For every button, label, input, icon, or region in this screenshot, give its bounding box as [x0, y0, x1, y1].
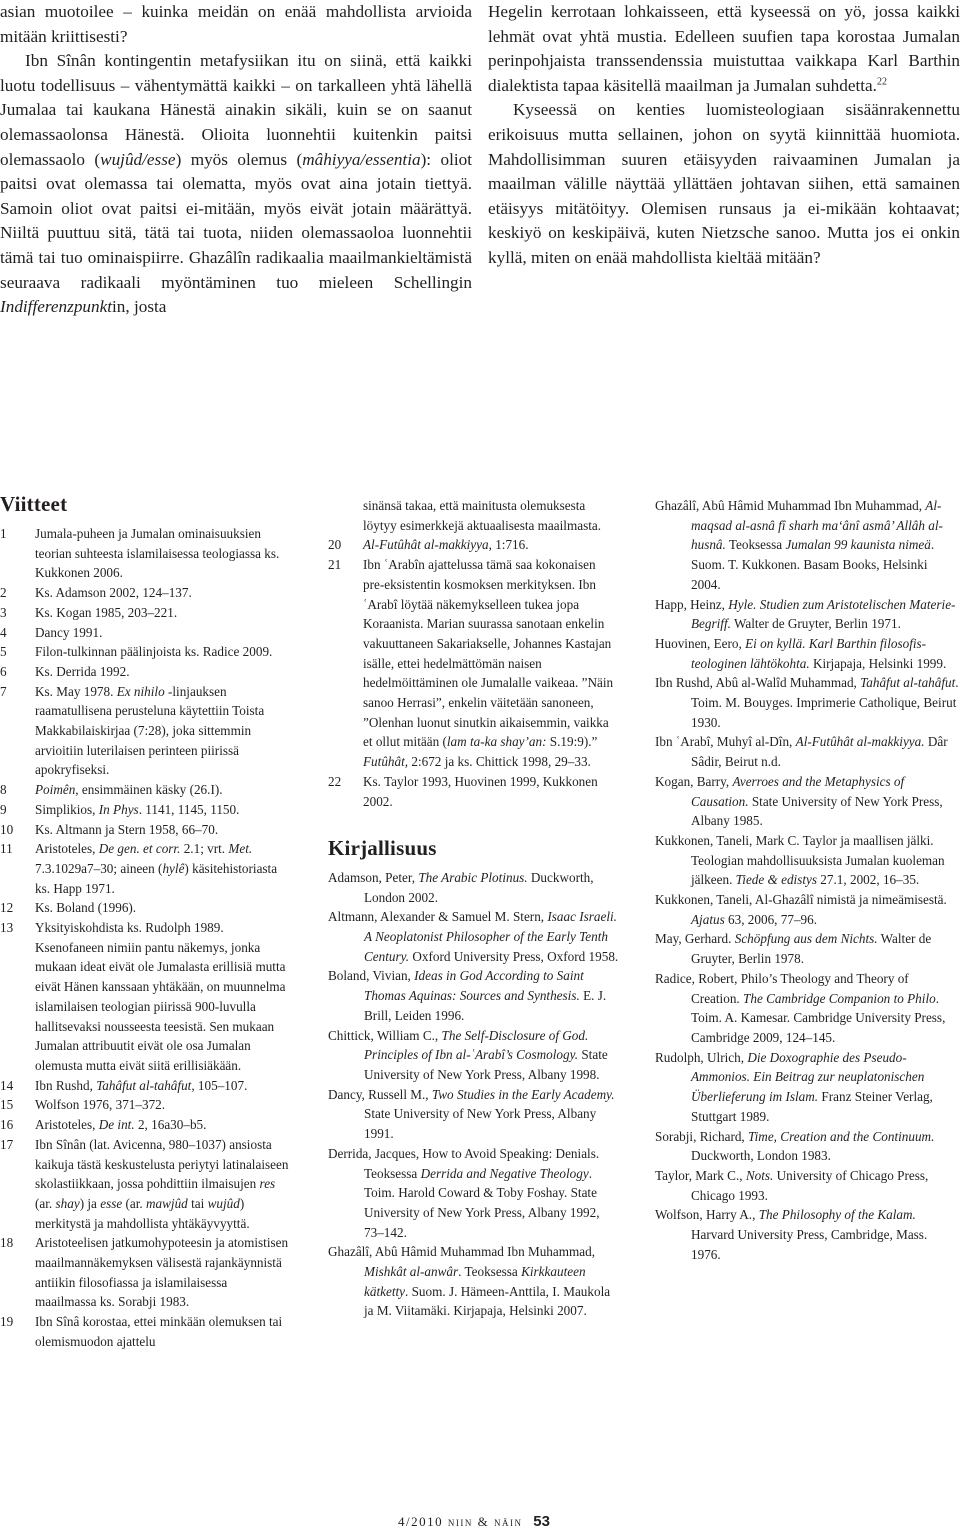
footnote-number: 15 [0, 1097, 14, 1113]
text-run: . Suom. J. Hämeen-Anttila, I. Maukola ja M. Viitamäki. Kirjapaja, Helsinki 2007. [364, 1283, 611, 1319]
footnote-ref: 22 [876, 76, 887, 88]
text-run: Walter de Gruyter, Berlin 1978. [691, 931, 932, 967]
text-run: ) myös olemus ( [175, 149, 303, 169]
term-italic: esse [100, 1195, 123, 1211]
notes-column-2 [328, 496, 620, 1321]
text-run: University of Chicago Press, Chicago 1993. [691, 1167, 929, 1203]
footnote [328, 772, 620, 811]
title-italic: Time, Creation and the Continuum. [748, 1128, 935, 1144]
title-italic: Nots. [745, 1167, 774, 1183]
footnote-text [35, 1076, 292, 1096]
title-italic: Tahâfut al-tahâfut, [96, 1077, 195, 1093]
footnote [328, 535, 620, 555]
text-run: Chittick, William C., [328, 1027, 442, 1043]
bibliography-entry [328, 1026, 620, 1085]
text-run: Ghazâlî, Abû Hâmid Muhammad Ibn Muhammad, [328, 1244, 595, 1260]
footnote-number: 9 [0, 801, 7, 817]
body-paragraph [488, 0, 960, 98]
footnote-text: Dancy 1991. [35, 624, 103, 640]
title-italic: Ajatus [691, 911, 725, 927]
footnote-text [35, 800, 292, 820]
text-run: Kukkonen, Taneli, Mark C. Taylor ja maallisen jälki. Teologian mahdollisuuksista Jumalan kuoleman jälkeen. [655, 832, 945, 888]
bibliography-entry [655, 595, 960, 634]
text-run: . 1141, 1145, 1150. [138, 801, 240, 817]
footnote-number: 16 [0, 1117, 14, 1133]
bibliography-entry [328, 966, 620, 1025]
footnote-number: 14 [0, 1077, 14, 1093]
term-italic: wujûd/esse [100, 149, 176, 169]
text-run: Ghazâlî, Abû Hâmid Muhammad Ibn Muhammad, [655, 498, 926, 513]
text-run: ) merkitystä ja mahdollista yhtäkäyvyyttä. [35, 1195, 250, 1231]
footnote-number: 3 [0, 604, 7, 620]
footnote-number: 20 [328, 537, 342, 553]
text-run: in, josta [112, 297, 167, 317]
footnote [0, 800, 292, 820]
text-run: Aristoteles, [35, 1117, 99, 1133]
text-run: 63, 2006, 77–96. [724, 911, 818, 927]
bibliography-entry [655, 1166, 960, 1205]
footnote-number: 4 [0, 624, 7, 640]
bibliography-entry [328, 1085, 620, 1144]
title-italic: Kirkkauteen kätketty [364, 1264, 586, 1299]
page-footer [398, 1513, 550, 1530]
text-run: Boland, Vivian, [328, 968, 415, 984]
bibliography-entry [328, 868, 620, 907]
bibliography-entry [655, 969, 960, 1048]
footnote [0, 898, 292, 918]
text-run: tai [187, 1195, 208, 1211]
bibliography-entry [655, 673, 960, 732]
footnote-number: 5 [0, 644, 7, 660]
text-run: Ibn ʿArabî, Muhyî al-Dîn, [655, 734, 796, 750]
footnote [0, 1076, 292, 1096]
text-run: Ibn Rushd, Abû al-Walîd Muhammad, [655, 675, 861, 691]
magazine-name: niin & näin [447, 1514, 523, 1529]
footnote-text: Yksityiskohdista ks. Rudolph 1989. [35, 920, 224, 936]
footnote-number: 22 [328, 773, 342, 789]
title-italic: Al-Futûhât al-makkiyya, [363, 537, 492, 553]
footnote-text: Ksenofaneen nimiin pantu näkemys, jonka mukaan ideat eivät ole Jumalasta erillisiä mutta eivät Hänen kanssaan yhtäkään, on muunnelma islamilaisen teologian piirissä 900-luvulla hallitsevaksi nousseesta teesistä. Sen mukaan Jumalan attribuutit eivät ole osa Jumalan olemusta mutta eivät siitä erillisiäkään. [35, 939, 286, 1073]
notes-heading: Viitteet [0, 492, 68, 516]
footnote-text: Ks. Taylor 1993, Huovinen 1999, Kukkonen 2002. [363, 773, 598, 809]
footnote [0, 1312, 292, 1351]
text-run: E. J. Brill, Leiden 1996. [364, 988, 607, 1023]
bibliography-entry [328, 1144, 620, 1243]
footnote [0, 820, 292, 840]
text-run: Teoksessa [725, 537, 786, 553]
title-italic: The Self-Disclosure of God. Principles of Ibn al-ʿArabî’s Cosmology. [364, 1027, 589, 1063]
page-number: 53 [533, 1513, 550, 1530]
title-italic: The Cambridge Companion to Philo [743, 990, 936, 1006]
text-run: Wolfson, Harry A., [655, 1207, 759, 1223]
text-run: , ensimmäinen käsky (26.I). [75, 782, 223, 798]
title-italic: Al-Futûhât al-makkiyya. [795, 734, 925, 750]
term-italic: shay [55, 1195, 80, 1211]
text-run: Taylor, Mark C., [655, 1167, 746, 1183]
footnote-text: Ks. Altmann ja Stern 1958, 66–70. [35, 821, 219, 837]
footnote-number: 19 [0, 1314, 14, 1330]
bibliography-entry [655, 1205, 960, 1264]
title-italic: Two Studies in the Early Academy. [431, 1086, 615, 1102]
text-run: Altmann, Alexander & Samuel M. Stern, [328, 909, 548, 925]
title-italic: Mishkât al-anwâr [364, 1264, 459, 1280]
text-run: Duckworth, London 1983. [691, 1148, 831, 1164]
title-italic: Averroes and the Metaphysics of Causation. [691, 773, 905, 809]
text-run: Sorabji, Richard, [655, 1128, 749, 1144]
text-run: ): oliot paitsi ovat olemassa tai olematta, myös ovat aina jotain tiettyä. Samoin oliot ovat paitsi ei-mitään, myös eivät jotain määrättyä. Niiltä puuttuu sitä, tätä tai tuota, niiden olemassaoloa luonnehtii tämä tai tuo ominaispiirre. Ghazâlîn radikaalia maailmankieltämistä seuraava radikaali myöntäminen tuo mieleen Schellingin [0, 149, 472, 292]
text-run: Simplikios, [35, 801, 99, 817]
text-run: Radice, Robert, Philo’s Theology and Theory of Creation. [655, 970, 909, 1006]
text-run: . Toim. M. Bouyges. Imprimerie Catholique, Beirut 1930. [691, 675, 959, 730]
text-run: State University of New York Press, Albany 1998. [364, 1047, 608, 1082]
title-italic: Ei on kyllä. Karl Barthin filosofis-teologinen lähtökohta. [691, 635, 927, 671]
title-italic: Ex nihilo [116, 683, 165, 699]
title-italic: Jumalan 99 kaunista nimeä [785, 537, 931, 553]
footnote-continuation [328, 496, 620, 535]
footnote [0, 780, 292, 800]
footnote-text [35, 682, 292, 781]
footnote [328, 555, 620, 772]
text-run: Adamson, Peter, [328, 869, 419, 885]
text-run: -linjauksen raamatullisena perusteluna käytettiin Toista Makkabilaiskirjaa (7:28), joka sittemmin arvioitiin luterilaisen perinteen piirissä apokryfiseksi. [35, 683, 265, 778]
text-run: 27.1, 2002, 16–35. [817, 872, 920, 888]
bibliography-entry [655, 890, 960, 929]
footnote [0, 1095, 292, 1115]
text-run: Ibn Sînân (lat. Avicenna, 980–1037) ansiosta kaikuja tästä keskustelusta periytyi latinalaiseen skolastiikkaan, jossa pohdittiin ilmaisujen [35, 1136, 289, 1192]
text-run: Ks. May 1978. [35, 683, 117, 699]
title-italic: Futûhât, [363, 754, 409, 770]
title-italic: De gen. et corr. [98, 841, 181, 857]
title-italic: Poimên [35, 782, 76, 798]
text-run: . Suom. T. Kukkonen. Basam Books, Helsinki 2004. [691, 537, 935, 592]
text-run: Duckworth, London 2002. [364, 869, 594, 905]
text-run: . Toim. A. Kamesar. Cambridge University Press, Cambridge 2009, 124–145. [691, 990, 946, 1045]
footnote [0, 1135, 292, 1234]
title-italic: In Phys [98, 801, 139, 817]
term-italic: res [259, 1176, 276, 1192]
footnote [0, 524, 292, 583]
term-italic: wujûd [207, 1195, 240, 1211]
bibliography-entry [328, 1242, 620, 1321]
footnote-number: 17 [0, 1136, 14, 1152]
footnote-text: Filon-tulkinnan päälinjoista ks. Radice 2009. [35, 644, 273, 660]
term-italic: mâhiyya/essentia [302, 149, 421, 169]
footnote [0, 662, 292, 682]
term-italic: Indifferenzpunkt [0, 297, 113, 317]
text-run: Rudolph, Ulrich, [655, 1049, 748, 1065]
text-run: ) käsitehistoriasta ks. Happ 1971. [35, 860, 278, 896]
footnote-number: 11 [0, 841, 13, 857]
body-paragraph: Kyseessä on kenties luomisteologiaan sisäänrakennettu erikoisuus mutta sellainen, johon on syytä kiinnittää huomiota. Mahdollisimman suuren etäisyyden raivaaminen Jumalan ja maailman välille näyttää yllättäen johtavan siihen, että samainen etäisyys mitätöityy. Olemisen runsaus ja ei-mikään kohtaavat; keskiyö on keskipäivä, kuten Nietzsche sanoo. Mutta jos ei onkin kyllä, miten on enää mahdollista kieltää mitään? [488, 100, 960, 267]
footnote-number: 1 [0, 526, 7, 541]
term-italic: mawjûd [146, 1195, 188, 1211]
text-run: Franz Steiner Verlag, Stuttgart 1989. [691, 1089, 933, 1124]
bibliography-entry [655, 831, 960, 890]
title-italic: The Philosophy of the Kalam. [758, 1207, 916, 1223]
footnote [0, 603, 292, 623]
footnote-text: Ks. Adamson 2002, 124–137. [35, 585, 192, 601]
issue-label: 4/2010 [398, 1514, 444, 1529]
footnote-text: Ks. Derrida 1992. [35, 663, 130, 679]
title-italic: Die Doxographie des Pseudo-Ammonios. Ein Beitrag zur neuplatonischen Überlieferung im Islam. [691, 1049, 925, 1105]
footnote-text [363, 535, 620, 555]
title-italic: Tiede & edistys [735, 872, 817, 888]
footnote-text [363, 555, 620, 772]
footnote-number: 12 [0, 900, 14, 916]
footnote-continuation [0, 938, 292, 1076]
body-paragraph [0, 49, 472, 320]
body-column-left [0, 0, 472, 320]
footnote [0, 1115, 292, 1135]
text-run: Hegelin kerrotaan lohkaisseen, että kyseessä on yö, jossa kaikki lehmät ovat yhtä mustia. Edelleen suufien tapa korostaa Jumalan perinpohjaista transsendenssia muistuttaa vaikkapa Karl Barthin dialektista tapaa käsitellä maailman ja Jumalan suhdetta. [488, 2, 960, 95]
term-italic: hylê [162, 860, 185, 876]
footnote-text [35, 1135, 292, 1234]
bibliography-entry [655, 496, 960, 595]
title-italic: Schöpfung aus dem Nichts. [734, 931, 878, 947]
text-run: S.19:9).” [546, 734, 598, 750]
footnote-number: 8 [0, 782, 7, 798]
title-italic: Al-maqsad al-asnâ fî sharh ma‘ânî asmâ’ Allâh al-husnâ. [691, 498, 943, 553]
text-run: 105–107. [194, 1077, 248, 1093]
footnote [0, 642, 292, 662]
footnote-text [35, 1115, 292, 1135]
text-run: 2.1; vrt. [180, 841, 229, 857]
title-italic: Isaac Israeli. A Neoplatonist Philosopher of the Early Tenth Century. [364, 909, 617, 964]
body-paragraph: asian muotoilee – kuinka meidän on enää mahdollista arvioida mitään kriittisesti? [0, 2, 472, 46]
text-run: State University of New York Press, Albany 1991. [364, 1106, 597, 1142]
footnote-number: 10 [0, 821, 14, 837]
term-italic: lam ta-ka shay’an: [446, 734, 547, 750]
text-run: Kogan, Barry, [655, 773, 733, 789]
text-run: Aristoteles, [35, 841, 99, 857]
title-italic: De int. [98, 1117, 135, 1133]
text-run: (ar. [122, 1195, 147, 1211]
bibliography-heading: Kirjallisuus [328, 836, 437, 861]
text-run: Huovinen, Eero, [655, 635, 746, 651]
footnote [0, 839, 292, 898]
text-run: 7.3.1029a7–30; aineen ( [35, 860, 163, 876]
title-italic: Tahâfut al-tahâfut [860, 675, 956, 691]
footnote-text: Aristoteelisen jatkumohypoteesin ja atomistisen maailmannäkemyksen välisestä rajankäynnistä antiikin filosofiassa ja islamilaisessa maailmassa ks. Sorabji 1983. [35, 1235, 289, 1310]
bibliography-entry [328, 907, 620, 966]
text-run: Oxford University Press, Oxford 1958. [409, 948, 619, 964]
bibliography-entry [655, 929, 960, 968]
text-run: Harvard University Press, Cambridge, Mass. 1976. [691, 1227, 928, 1262]
text-run: (ar. [35, 1195, 56, 1211]
title-italic: The Arabic Plotinus. [418, 869, 528, 885]
text-run: Happ, Heinz, [655, 596, 729, 612]
text-run: . Teoksessa [458, 1264, 522, 1280]
footnote-number: 13 [0, 920, 14, 936]
footnote-text: Wolfson 1976, 371–372. [35, 1097, 166, 1113]
footnote-text: Ibn Sînâ korostaa, ettei minkään olemuksen tai olemismuodon ajattelu [35, 1314, 283, 1349]
bibliography-entry [655, 732, 960, 771]
bibliography-entry [655, 1127, 960, 1166]
footnote-number: 2 [0, 585, 7, 601]
text-run: Ibn ʿArabîn ajattelussa tämä saa kokonaisen pre-eksistentin kosmoksen merkityksen. Ibn ʿArabî löytää näkemykselleen tukea jopa Koraanista. Marian suurassa sanotaan enkelin vakuuttaneen Sakariakselle, Johannes Kastajan isälle, ettei hedelmättömän naisen hedelmöittäminen ole Jumalalle vaikeaa. ”Näin sanoo Herrasi”, enkelin väitetään sanoneen, ”Olenhan luonut sinutkin aikaisemmin, vaikka et ollut mitään ( [363, 557, 614, 750]
title-italic: Met. [228, 841, 253, 857]
text-run: 1:716. [491, 537, 529, 553]
text-run: Ibn Rushd, [35, 1077, 97, 1093]
text-run: . Toim. Harold Coward & Toby Foshay. State University of New York Press, Albany 1992, 73–142. [364, 1165, 600, 1240]
text-run: May, Gerhard. [655, 931, 735, 947]
text-run: Dancy, Russell M., [328, 1086, 432, 1102]
text-run: Ibn Sînân kontingentin metafysiikan itu on siinä, että kaikki luotu todellisuus – vähentymättä kaikki – on tarkalleen yhtä lähellä Jumalaa tai kaukana Hänestä ainakin sikäli, kuin se on saanut olemassaolonsa Hänestä. Olioita luonnehtii kuitenkin paitsi olemassaolo ( [0, 51, 472, 169]
footnote-number: 6 [0, 663, 7, 679]
title-italic: Derrida and Negative Theology [420, 1165, 589, 1181]
notes-column-1 [0, 524, 292, 1352]
body-column-right [488, 0, 960, 271]
footnote-number: 18 [0, 1235, 14, 1251]
text-run: Walter de Gruyter, Berlin 1971. [730, 616, 901, 632]
text-run: Dâr Sâdir, Beirut n.d. [691, 734, 948, 770]
footnote [0, 682, 292, 781]
bibliography-entry [655, 1048, 960, 1127]
text-run: 2, 16a30–b5. [134, 1117, 207, 1133]
title-italic: Hyle. Studien zum Aristotelischen Materie-Begriff. [691, 596, 956, 632]
footnote [0, 918, 292, 938]
footnote [0, 583, 292, 603]
bibliography-column-3 [655, 496, 960, 1264]
footnote-text: Ks. Boland (1996). [35, 900, 137, 916]
footnote-number: 21 [328, 557, 342, 573]
text-run: State University of New York Press, Albany 1985. [691, 793, 943, 829]
footnote-text: sinänsä takaa, että mainitusta olemuksesta löytyy esimerkkejä aktuaalisesta maailmasta. [363, 498, 602, 533]
footnote-number: 7 [0, 683, 7, 699]
text-run: ) ja [79, 1195, 101, 1211]
footnote [0, 1233, 292, 1312]
bibliography-entry [655, 772, 960, 831]
bibliography-entry [655, 634, 960, 673]
footnote-text: Ks. Kogan 1985, 203–221. [35, 604, 178, 620]
footnote-text [35, 839, 292, 898]
text-run: Kukkonen, Taneli, Al-Ghazâlî nimistä ja nimeämisestä. [655, 892, 947, 908]
footnote-text: Jumala-puheen ja Jumalan ominaisuuksien teorian suhteesta islamilaisessa teologiassa ks. Kukkonen 2006. [35, 526, 280, 581]
text-run: Derrida, Jacques, How to Avoid Speaking: Denials. Teoksessa [328, 1145, 600, 1181]
text-run: Kirjapaja, Helsinki 1999. [809, 655, 947, 671]
text-run: 2:672 ja ks. Chittick 1998, 29–33. [408, 754, 591, 770]
footnote [0, 623, 292, 643]
title-italic: Ideas in God According to Saint Thomas Aquinas: Sources and Synthesis. [364, 968, 584, 1004]
footnote-text [35, 780, 292, 800]
